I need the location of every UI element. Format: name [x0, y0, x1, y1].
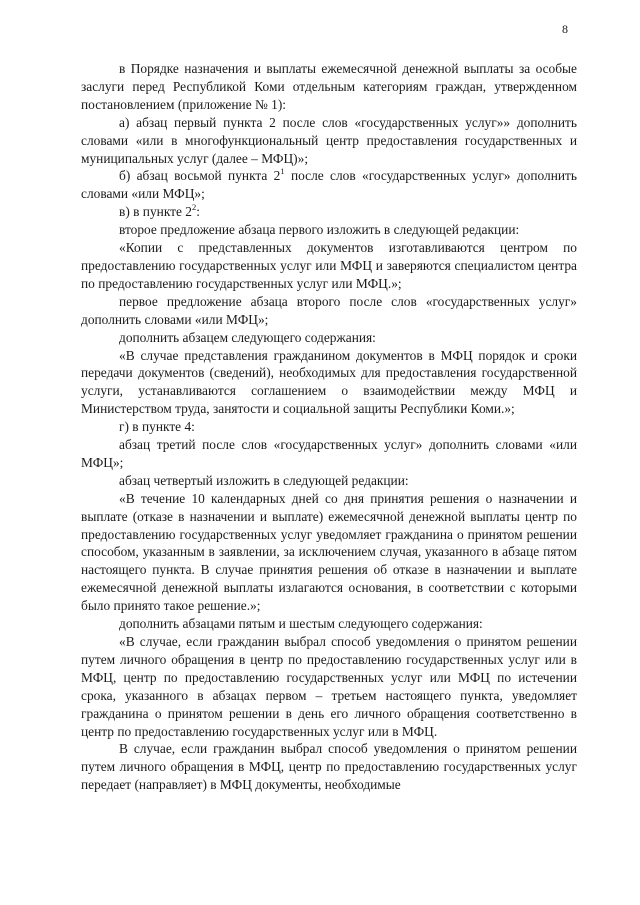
paragraph-quote: «Копии с представленных документов изготавливаются центром по предоставлению государственных услуг или МФЦ и заверяются специалистом центра по предоставлению государственных услуг или МФЦ.»; — [81, 240, 577, 291]
paragraph-item-v-text: в) в пункте 2 — [119, 204, 192, 220]
paragraph-item-v-rest: : — [196, 204, 200, 220]
paragraph-quote: «В течение 10 календарных дней со дня принятия решения о назначении и выплате (отказе в назначении и выплате) ежемесячной денежной выплаты центр по предоставлению государственных услуг уведомляет гражданина о принятом решении способом, указанным в заявлении, за исключением случая, указанного в абзаце пятом настоящего пункта. В случае принятия решения об отказе в назначении и выплате ежемесячной денежной выплаты излагаются основания, в соответствии с которыми было принято такое решение.»; — [81, 490, 577, 614]
paragraph-item-g: г) в пункте 4: — [119, 419, 195, 435]
superscript: 2 — [192, 201, 197, 212]
paragraph: В случае, если гражданин выбрал способ уведомления о принятом решении путем личного обращения в МФЦ, центр по предоставлению государственных услуг передает (направляет) в МФЦ документы, необходимые — [81, 741, 577, 793]
page-number: 8 — [562, 22, 568, 36]
paragraph-item-v — [81, 203, 577, 221]
paragraph: абзац четвертый изложить в следующей редакции: — [119, 472, 409, 488]
paragraph: дополнить абзацами пятым и шестым следующего содержания: — [119, 616, 483, 632]
paragraph: второе предложение абзаца первого изложить в следующей редакции: — [119, 222, 520, 238]
paragraph-quote: «В случае, если гражданин выбрал способ уведомления о принятом решении путем личного обращения в центр по предоставлению государственных услуг или в МФЦ, центр по предоставлению государственных услуг или МФЦ по истечении срока, указанного в абзацах первом – третьем настоящего пункта, уведомляет гражданина о принятом решении в день его личного обращения соответственно в центр по предоставлению государственных услуг или в МФЦ. — [81, 634, 577, 739]
paragraph-item-b-rest: после слов «государственных услуг» дополнить словами «или МФЦ»; — [81, 168, 577, 202]
paragraph: абзац третий после слов «государственных услуг» дополнить словами «или МФЦ»; — [81, 437, 577, 470]
superscript: 1 — [280, 165, 285, 176]
paragraph: первое предложение абзаца второго после слов «государственных услуг» дополнить словами «или МФЦ»; — [81, 293, 577, 327]
document-body — [81, 60, 577, 794]
paragraph-item-b — [81, 167, 577, 203]
paragraph-quote: «В случае представления гражданином документов в МФЦ порядок и сроки передачи документов (сведений), необходимых для предоставления государственной услуги, устанавливаются соглашением о взаимодействии между МФЦ и Министерством труда, занятости и социальной защиты Республики Коми.»; — [81, 347, 577, 417]
paragraph-intro: в Порядке назначения и выплаты ежемесячной денежной выплаты за особые заслуги перед Республикой Коми отдельным категориям граждан, утвержденном постановлением (приложение № 1): — [81, 61, 577, 112]
paragraph-item-a: а) абзац первый пункта 2 после слов «государственных услуг»» дополнить словами «или в многофункциональный центр предоставления государственных и муниципальных услуг (далее – МФЦ)»; — [81, 114, 577, 166]
paragraph-item-b-text: б) абзац восьмой пункта 2 — [119, 168, 281, 184]
paragraph: дополнить абзацем следующего содержания: — [119, 329, 376, 345]
